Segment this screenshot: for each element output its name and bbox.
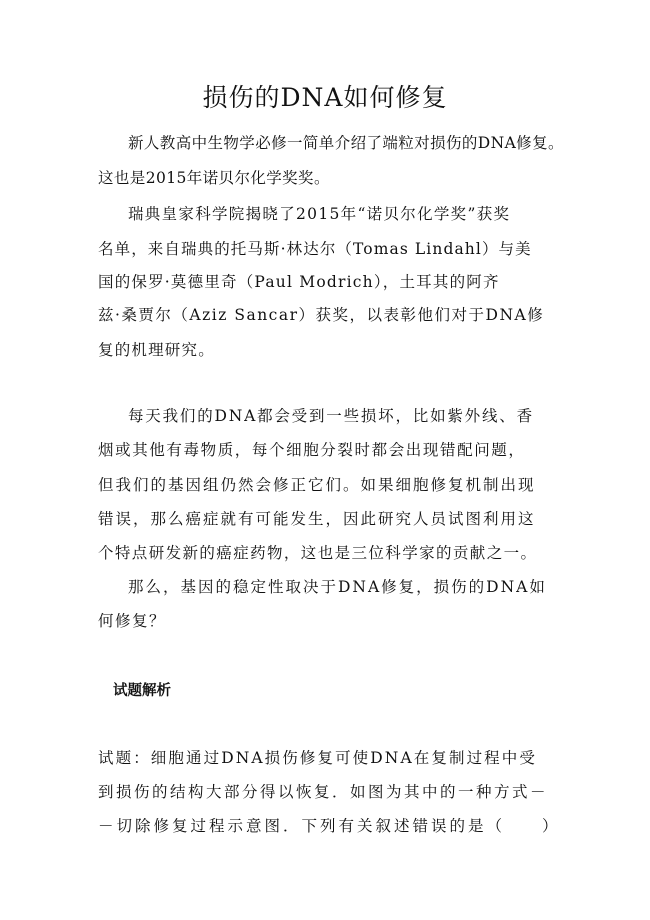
question-line-3: －切除修复过程示意图．下列有关叙述错误的是（ ）: [98, 817, 561, 835]
paragraph-2-line-1: 瑞典皇家科学院揭晓了2015年“诺贝尔化学奖”获奖: [128, 205, 511, 223]
paragraph-1-line-2: 这也是2015年诺贝尔化学奖奖。: [98, 169, 330, 187]
paragraph-3-line-3: 但我们的基因组仍然会修正它们。如果细胞修复机制出现: [98, 476, 536, 494]
paragraph-3-line-4: 错误，那么癌症就有可能发生，因此研究人员试图利用这: [98, 510, 536, 528]
paragraph-4-line-2: 何修复？: [98, 612, 167, 630]
question-line-1: 试题：细胞通过DNA损伤修复可使DNA在复制过程中受: [98, 749, 537, 767]
paragraph-3-line-2: 烟或其他有毒物质，每个细胞分裂时都会出现错配问题，: [98, 441, 526, 459]
section-heading: 试题解析: [113, 683, 171, 699]
question-line-2: 到损伤的结构大部分得以恢复．如图为其中的一种方式－: [98, 783, 549, 801]
paragraph-2-line-3: 国的保罗·莫德里奇（Paul Modrich），土耳其的阿齐: [98, 273, 500, 291]
paragraph-1-line-1: 新人教高中生物学必修一简单介绍了端粒对损伤的DNA修复。: [128, 134, 564, 152]
paragraph-2-line-4: 兹·桑贾尔（Aziz Sancar）获奖，以表彰他们对于DNA修: [98, 306, 545, 324]
paragraph-3-line-5: 个特点研发新的癌症药物，这也是三位科学家的贡献之一。: [98, 544, 538, 562]
paragraph-2-line-2: 名单，来自瑞典的托马斯·林达尔（Tomas Lindahl）与美: [98, 240, 532, 258]
paragraph-2-line-5: 复的机理研究。: [98, 341, 215, 359]
page-title: 损伤的DNA如何修复: [202, 83, 448, 112]
paragraph-4-line-1: 那么，基因的稳定性取决于DNA修复，损伤的DNA如: [128, 578, 547, 596]
paragraph-3-line-1: 每天我们的DNA都会受到一些损坏，比如紫外线、香: [128, 407, 534, 425]
